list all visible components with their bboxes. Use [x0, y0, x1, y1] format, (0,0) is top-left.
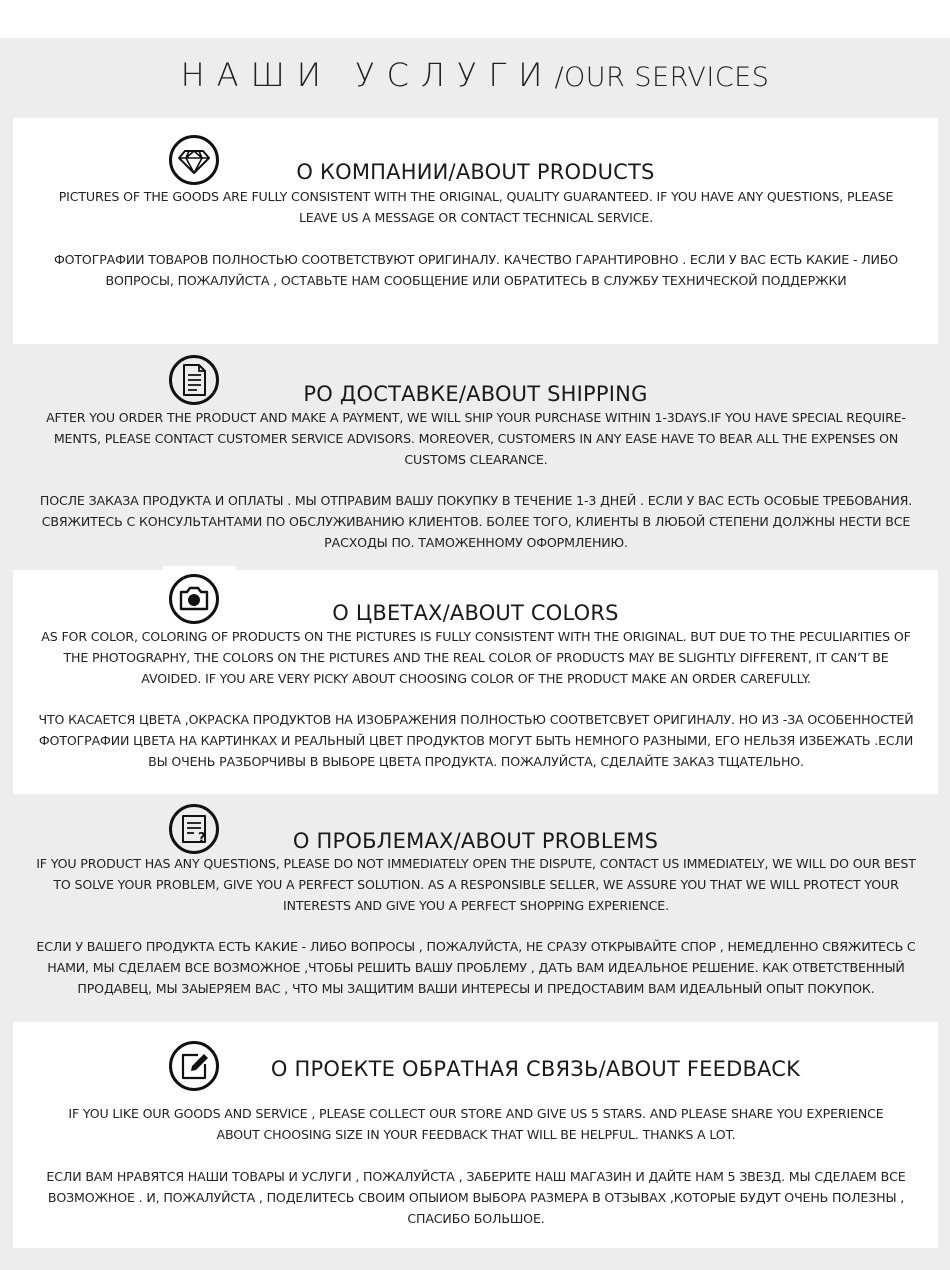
section-text-ru: ЕСЛИ У ВАШЕГО ПРОДУКТА ЕСТЬ КАКИЕ - ЛИБО ВОПРОСЫ , ПОЖАЛУЙСТА, НЕ СРАЗУ ОТКРЫВАЙТЕ СПОР , НЕМЕДЛЕННО СВЯЖИТЕСЬ С НАМИ, МЫ СДЕЛАЕМ ВСЕ ВОЗМОЖНОЕ ,ЧТОБЫ РЕШИТЬ ВАШУ ПРОБЛЕМУ , ДАТЬ ВАМ ИДЕАЛЬНОЕ РЕШЕНИЕ. КАК ОТВЕТСТВЕННЫЙ ПРОДАВЕЦ, МЫ ЗАЫЕРЯЕМ ВАС , ЧТО МЫ ЗАЩИТИМ ВАШИ ИНТЕРЕСЫ И ПРЕДОСТАВИМ ВАМ ИДЕАЛЬНЫЙ ОПЫТ ПОКУПОК.: [36, 939, 916, 996]
section-text-en: IF YOU LIKE OUR GOODS AND SERVICE , PLEASE COLLECT OUR STORE AND GIVE US 5 STARS. AND PLEASE SHARE YOU EXPERIENCE ABOUT CHOOSING SIZE IN YOUR FEEDBACK THAT WILL BE HELPFUL. THANKS A LOT.: [68, 1106, 884, 1142]
section-text-ru: ЕСЛИ ВАМ НРАВЯТСЯ НАШИ ТОВАРЫ И УСЛУГИ , ПОЖАЛУЙСТА , ЗАБЕРИТЕ НАШ МАГАЗИН И ДАЙТЕ НАМ 5 ЗВЕЗД. МЫ СДЕЛАЕМ ВСЕ ВОЗМОЖНОЕ . И, ПОЖАЛУЙСТА , ПОДЕЛИТЕСЬ СВОИМ ОПЫИОМ ВЫБОРА РАЗМЕРА В ОТЗЫВАХ ,КОТОРЫЕ БУДУТ ОЧЕНЬ ПОЛЕЗНЫ , СПАСИБО БОЛЬШОЕ.: [46, 1169, 906, 1226]
section-text-ru: ЧТО КАСАЕТСЯ ЦВЕТА ,ОКРАСКА ПРОДУКТОВ НА ИЗОБРАЖЕНИЯ ПОЛНОСТЬЮ СООТВЕТСВУЕТ ОРИГИНАЛУ. НО ИЗ -ЗА ОСОБЕННОСТЕЙ ФОТОГРАФИИ ЦВЕТА НА КАРТИНКАХ И РЕАЛЬНЫЙ ЦВЕТ ПРОДУКТОВ МОГУТ БЫТЬ НЕМНОГО РАЗНЫМИ, ЕГО НЕЛЬЗЯ ИЗБЕЖАТЬ .ЕСЛИ ВЫ ОЧЕНЬ РАЗБОРЧИВЫ В ВЫБОРЕ ЦВЕТА ПРОДУКТА. ПОЖАЛУЙСТА, СДЕЛАЙТЕ ЗАКАЗ ТЩАТЕЛЬНО.: [38, 712, 914, 769]
section-text-ru: ПОСЛЕ ЗАКАЗА ПРОДУКТА И ОПЛАТЫ . МЫ ОТПРАВИМ ВАШУ ПОКУПКУ В ТЕЧЕНИЕ 1-3 ДНЕЙ . ЕСЛИ У ВАС ЕСТЬ ОСОБЫЕ ТРЕБОВАНИЯ. СВЯЖИТЕСЬ С КОНСУЛЬТАНТАМИ ПО ОБСЛУЖИВАНИЮ КЛИЕНТОВ. БОЛЕЕ ТОГО, КЛИЕНТЫ В ЛЮБОЙ СТЕПЕНИ ДОЛЖНЫ НЕСТИ ВСЕ РАСХОДЫ ПО. ТАМОЖЕННОМУ ОФОРМЛЕНИЮ.: [39, 493, 913, 550]
section-title: О ЦВЕТАХ/ABOUT COLORS: [332, 601, 619, 625]
section-title: О КОМПАНИИ/ABOUT PRODUCTS: [296, 160, 655, 184]
section-text-en: AFTER YOU ORDER THE PRODUCT AND MAKE A PAYMENT, WE WILL SHIP YOUR PURCHASE WITHIN 1-3DAYS.IF YOU HAVE SPECIAL REQUIRE- MENTS, PLEASE CONTACT CUSTOMER SERVICE ADVISORS. MOREOVER, CUSTOMERS IN ANY EASE HAVE TO BEAR ALL THE EXPENSES ON CUSTOMS CLEARANCE.: [46, 410, 906, 467]
page-title-ru: НАШИ УСЛУГИ: [180, 56, 555, 94]
section-about-shipping: [13, 346, 938, 566]
section-text-en: AS FOR COLOR, COLORING OF PRODUCTS ON THE PICTURES IS FULLY CONSISTENT WITH THE ORIGINAL. BUT DUE TO THE PECULIARITIES OF THE PHOTOGRAPHY, THE COLORS ON THE PICTURES AND THE REAL COLOR OF PRODUCTS MAY BE SLIGHTLY DIFFERENT, IT CAN’T BE AVOIDED. IF YOU ARE VERY PICKY ABOUT CHOOSING COLOR OF THE PRODUCT MAKE AN ORDER CAREFULLY.: [41, 629, 911, 686]
section-text-en: IF YOU PRODUCT HAS ANY QUESTIONS, PLEASE DO NOT IMMEDIATELY OPEN THE DISPUTE, CONTACT US IMMEDIATELY, WE WILL DO OUR BEST TO SOLVE YOUR PROBLEM, GIVE YOU A PERFECT SOLUTION. AS A RESPONSIBLE SELLER, WE ASSURE YOU THAT WE WILL PROTECT YOUR INTERESTS AND GIVE YOU A PERFECT SHOPPING EXPERIENCE.: [36, 856, 916, 913]
section-title: О ПРОБЛЕМАХ/ABOUT PROBLEMS: [292, 829, 659, 853]
page-title-en: /OUR SERVICES: [554, 62, 770, 93]
section-title: О ПРОЕКТЕ ОБРАТНАЯ СВЯЗЬ/ABOUT FEEDBACK: [270, 1057, 801, 1081]
section-title: РО ДОСТАВКЕ/ABOUT SHIPPING: [303, 382, 648, 406]
section-about-feedback: [13, 1022, 938, 1248]
section-about-problems: [13, 797, 938, 1017]
page-title: [0, 56, 950, 100]
svg-text:?: ?: [198, 831, 206, 846]
section-about-colors: [13, 570, 938, 794]
section-text-en: PICTURES OF THE GOODS ARE FULLY CONSISTENT WITH THE ORIGINAL, QUALITY GUARANTEED. IF YOU HAVE ANY QUESTIONS, PLEASE LEAVE US A MESSAGE OR CONTACT TECHNICAL SERVICE.: [58, 189, 894, 225]
section-about-products: [13, 118, 938, 344]
section-text-ru: ФОТОГРАФИИ ТОВАРОВ ПОЛНОСТЬЮ СООТВЕТСТВУЮТ ОРИГИНАЛУ. КАЧЕСТВО ГАРАНТИРОВНО . ЕСЛИ У ВАС ЕСТЬ КАКИЕ - ЛИБО ВОПРОСЫ, ПОЖАЛУЙСТА , ОСТАВЬТЕ НАМ СООБЩЕНИЕ ИЛИ ОБРАТИТЕСЬ В СЛУЖБУ ТЕХНИЧЕСКОЙ ПОДДЕРЖКИ: [53, 252, 899, 288]
